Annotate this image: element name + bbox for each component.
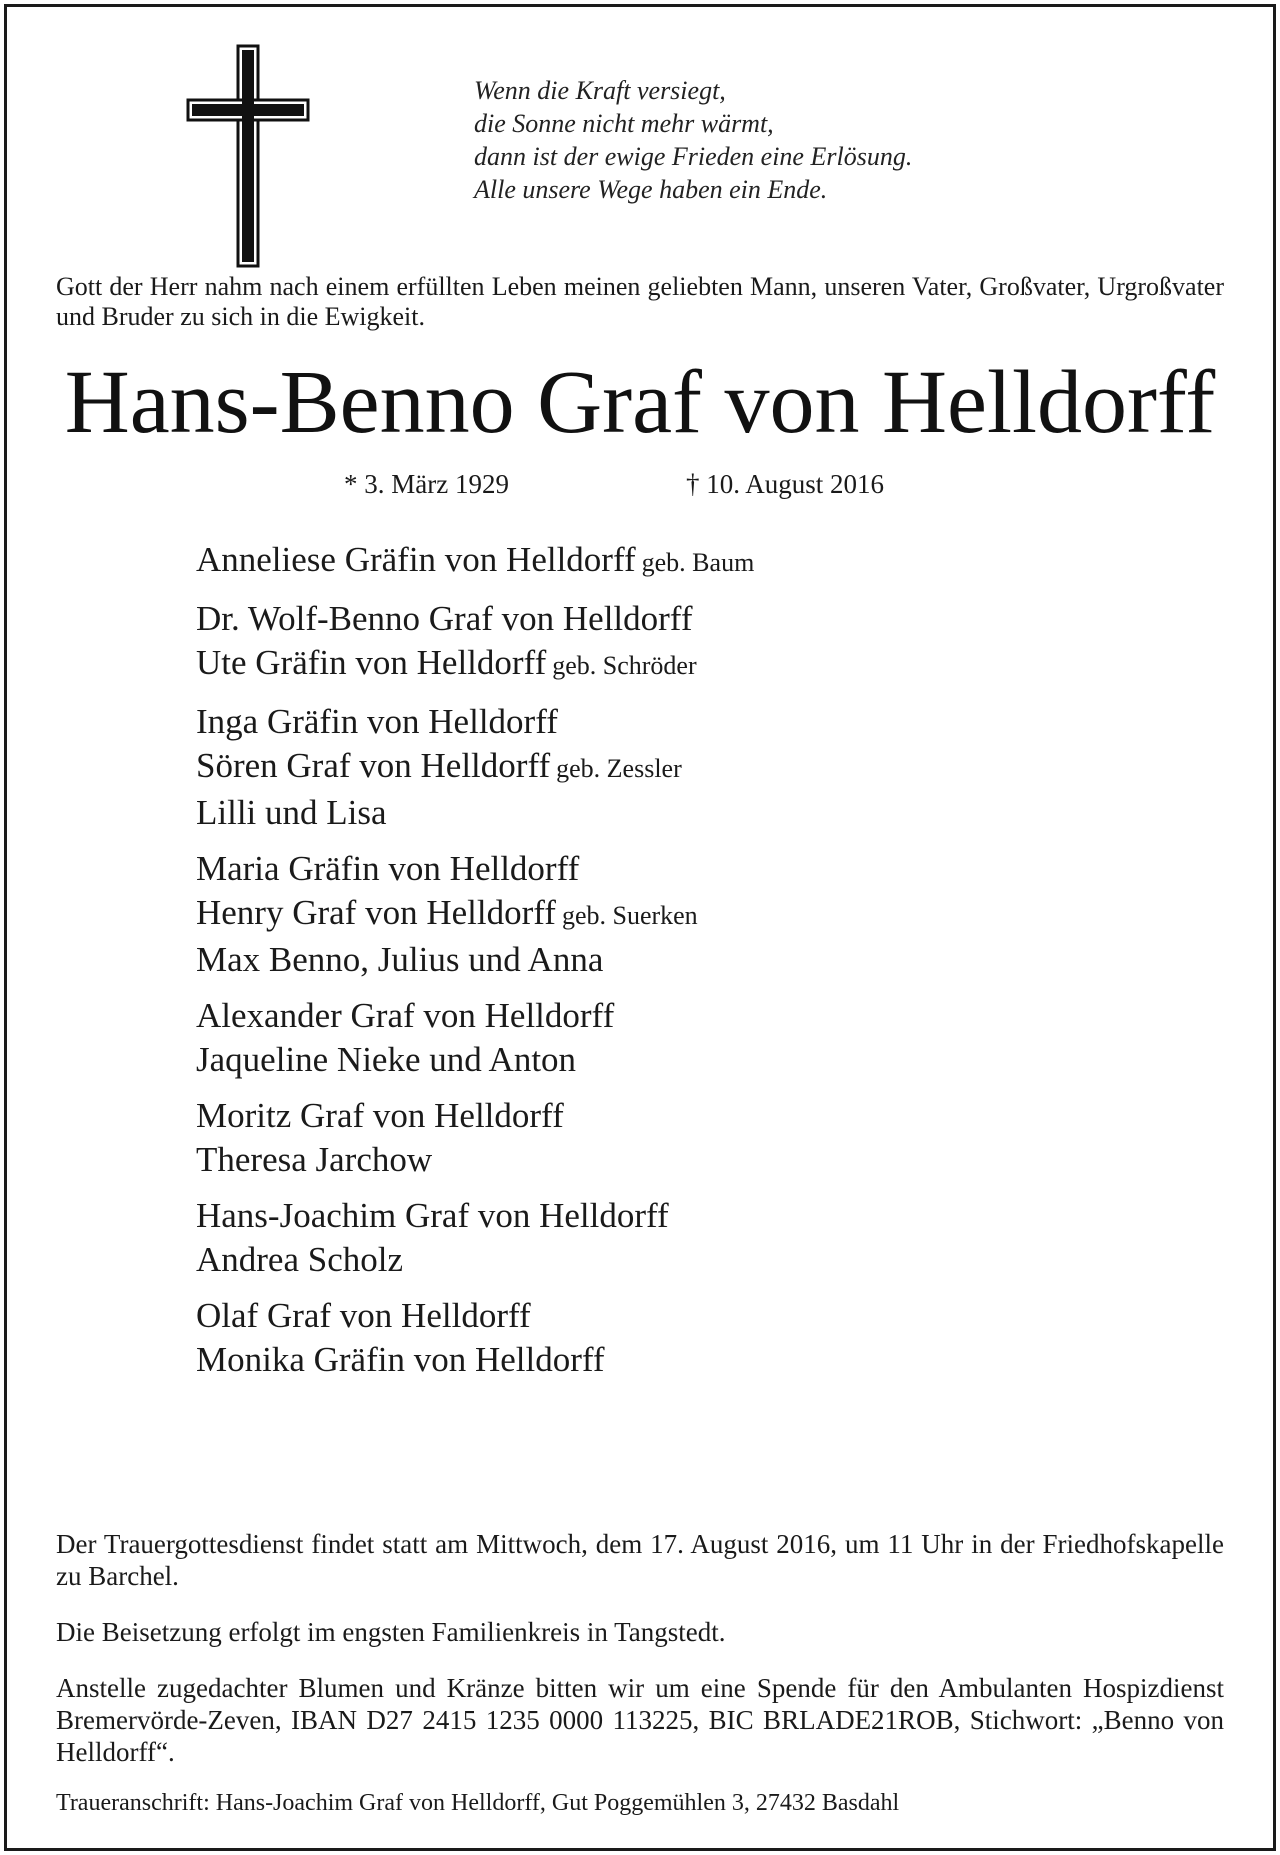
- family-group: [196, 1194, 1196, 1282]
- mourner-name: Alexander Graf von Helldorff: [196, 996, 615, 1035]
- intro-text: Gott der Herr nahm nach einem erfüllten Leben meinen geliebten Mann, unseren Vater, Großvater, Urgroßvater und Bruder zu sich in die Ewigkeit.: [56, 272, 1224, 331]
- maiden-name: geb. Suerken: [561, 901, 698, 930]
- poem-line: Wenn die Kraft versiegt,: [474, 76, 726, 105]
- mourner-name: Ute Gräfin von Helldorff: [196, 643, 547, 682]
- birth-date: * 3. März 1929: [344, 469, 509, 499]
- maiden-name: geb. Schröder: [552, 651, 697, 680]
- mourner-name: Maria Gräfin von Helldorff: [196, 849, 580, 888]
- mourner-name: Max Benno, Julius und Anna: [196, 940, 604, 979]
- mourner-line: [196, 1194, 1196, 1238]
- mourner-line: [196, 1094, 1196, 1138]
- mourner-name: Sören Graf von Helldorff: [196, 746, 551, 785]
- mourner-line: [196, 1294, 1196, 1338]
- mourner-line: [196, 891, 1196, 938]
- family-group: [196, 597, 1196, 688]
- mourner-name: Moritz Graf von Helldorff: [196, 1096, 564, 1135]
- mourner-name: Andrea Scholz: [196, 1240, 404, 1279]
- family-group: [196, 847, 1196, 982]
- mourners-list: [196, 538, 1196, 1394]
- mourner-line: [196, 847, 1196, 891]
- maiden-name: geb. Zessler: [556, 754, 682, 783]
- mourner-line: [196, 1038, 1196, 1082]
- mourner-name: Olaf Graf von Helldorff: [196, 1296, 531, 1335]
- service-info: Der Trauergottesdienst findet statt am Mittwoch, dem 17. August 2016, um 11 Uhr in der Friedhofskapelle zu Barchel.: [56, 1529, 1224, 1591]
- mourner-name: Theresa Jarchow: [196, 1140, 433, 1179]
- mourner-name: Inga Gräfin von Helldorff: [196, 702, 558, 741]
- mourner-line: [196, 700, 1196, 744]
- poem-line: Alle unsere Wege haben ein Ende.: [474, 175, 828, 204]
- deceased-name: Hans-Benno Graf von Helldorff: [64, 353, 1216, 452]
- family-group: [196, 1294, 1196, 1382]
- mourner-line: [196, 791, 1196, 835]
- mourner-name: Anneliese Gräfin von Helldorff: [196, 540, 636, 579]
- mourner-name: Jaqueline Nieke und Anton: [196, 1040, 577, 1079]
- mourner-name: Hans-Joachim Graf von Helldorff: [196, 1196, 669, 1235]
- mourner-name: Henry Graf von Helldorff: [196, 893, 556, 932]
- mourner-line: [196, 744, 1196, 791]
- cross-icon: [186, 44, 310, 268]
- mourner-name: Lilli und Lisa: [196, 793, 387, 832]
- mourner-line: [196, 538, 1196, 585]
- mourner-name: Dr. Wolf-Benno Graf von Helldorff: [196, 599, 693, 638]
- poem: [474, 74, 912, 206]
- mourner-line: [196, 1238, 1196, 1282]
- mourner-line: [196, 938, 1196, 982]
- maiden-name: geb. Baum: [641, 548, 755, 577]
- family-group: [196, 538, 1196, 585]
- poem-line: die Sonne nicht mehr wärmt,: [474, 109, 774, 138]
- mourner-name: Monika Gräfin von Helldorff: [196, 1340, 605, 1379]
- death-date: † 10. August 2016: [686, 469, 885, 499]
- burial-info: Die Beisetzung erfolgt im engsten Familienkreis in Tangstedt.: [56, 1617, 726, 1647]
- poem-line: dann ist der ewige Frieden eine Erlösung.: [474, 142, 913, 171]
- mourner-line: [196, 1338, 1196, 1382]
- family-group: [196, 994, 1196, 1082]
- family-group: [196, 700, 1196, 835]
- mourner-line: [196, 641, 1196, 688]
- mourner-line: [196, 1138, 1196, 1182]
- mourner-line: [196, 994, 1196, 1038]
- family-group: [196, 1094, 1196, 1182]
- mourner-line: [196, 597, 1196, 641]
- mourning-address: Traueranschrift: Hans-Joachim Graf von Helldorff, Gut Poggemühlen 3, 27432 Basdahl: [56, 1790, 900, 1816]
- donation-info: Anstelle zugedachter Blumen und Kränze bitten wir um eine Spende für den Ambulanten Hospizdienst Bremervörde-Zeven, IBAN D27 2415 1235 0000 113225, BIC BRLADE21ROB, Stichwort: „Benno von Helldorff“.: [56, 1673, 1224, 1767]
